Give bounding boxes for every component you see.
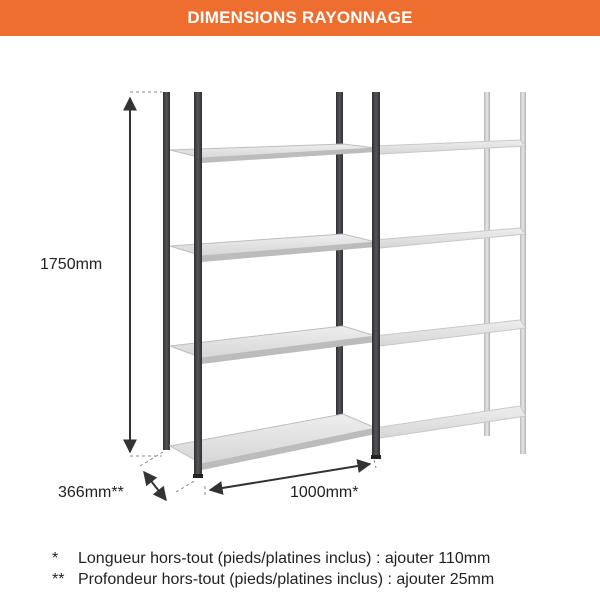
height-label: 1750mm <box>40 256 103 273</box>
footnote-text: Profondeur hors-tout (pieds/platines inclus) : ajouter 25mm <box>78 571 495 588</box>
header-banner <box>0 0 600 36</box>
header-title: DIMENSIONS RAYONNAGE <box>187 8 413 27</box>
depth-label: 366mm** <box>58 484 124 501</box>
footnotes <box>52 548 494 590</box>
length-label: 1000mm* <box>290 484 359 501</box>
right-bay-shelves <box>374 140 526 438</box>
footnote-text: Longueur hors-tout (pieds/platines inclus) : ajouter 110mm <box>78 550 491 567</box>
footnote-length <box>52 548 494 569</box>
shelving-diagram <box>0 36 600 536</box>
footnote-marker: ** <box>52 571 65 588</box>
footnote-marker: * <box>52 550 59 567</box>
depth-dimension-arrow <box>144 472 166 500</box>
shelving-illustration <box>0 36 600 536</box>
footnote-depth <box>52 569 494 590</box>
